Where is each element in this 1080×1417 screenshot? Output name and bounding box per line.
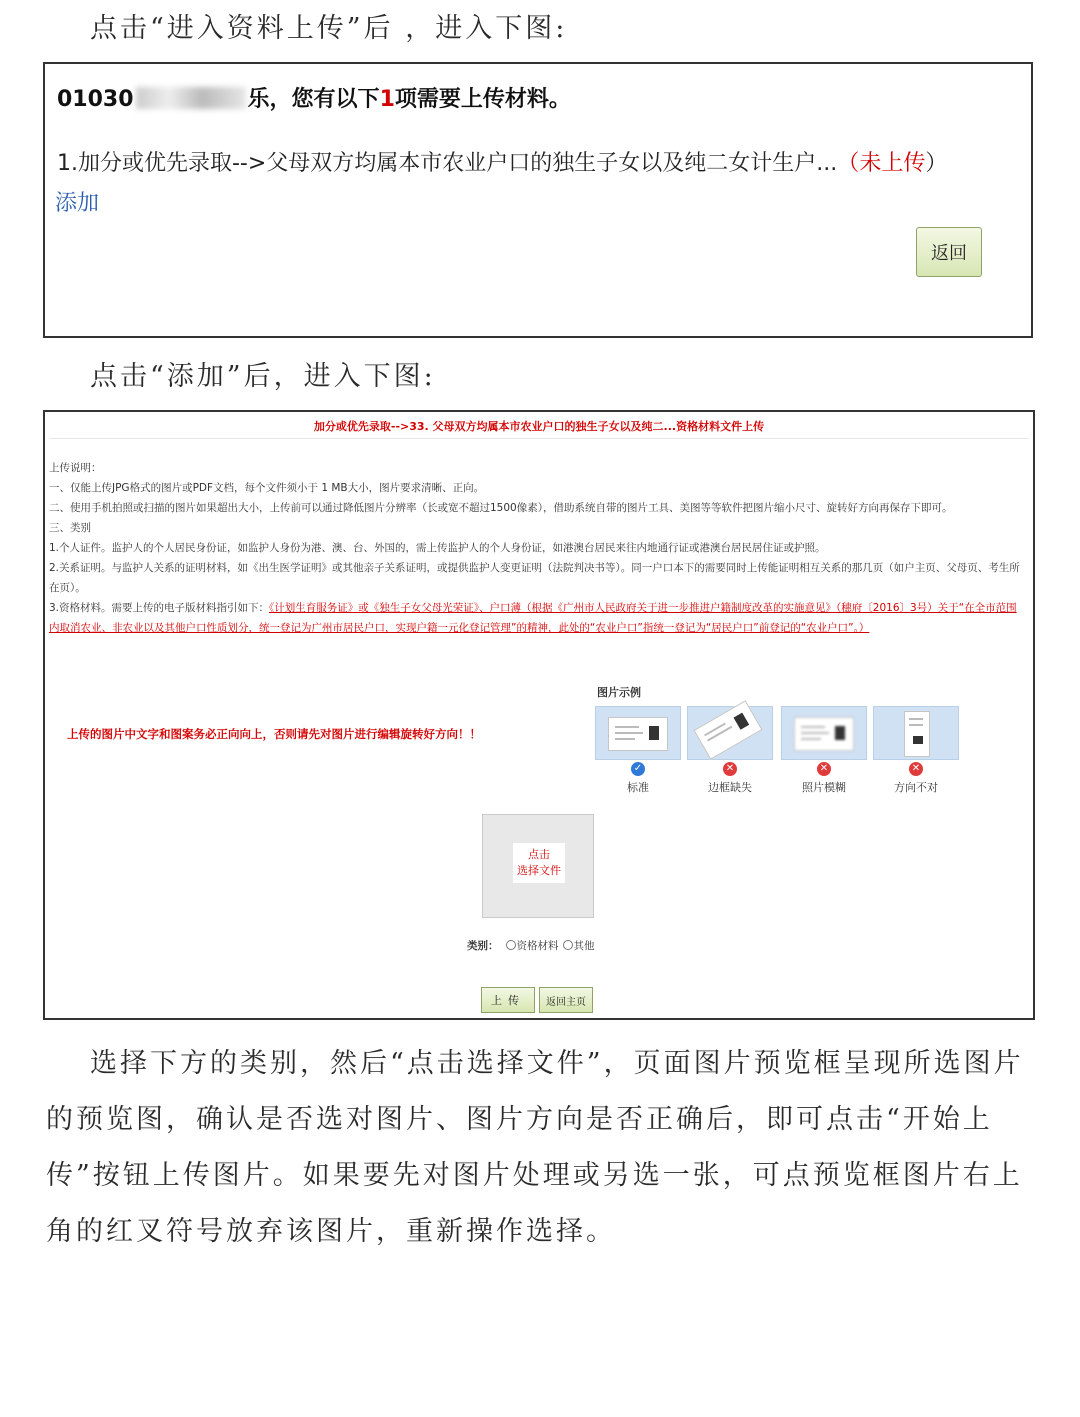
orientation-warning: 上传的图片中文字和图案务必正向向上，否则请先对图片进行编辑旋转好方向！！ [67, 727, 481, 741]
item-count: 1 [379, 87, 395, 112]
intro-instruction-1: 点击“进入资料上传”后 ，进入下图: [90, 13, 568, 44]
example-blurry [781, 706, 867, 795]
screenshot-upload-list [43, 62, 1033, 338]
cross-icon: ✕ [909, 762, 923, 776]
example-title: 图片示例 [597, 686, 641, 699]
status-bracket-open: （ [837, 151, 860, 176]
material-item-label: 1.加分或优先录取-->父母双方均属本市农业户口的独生子女以及纯二女计生户... [57, 151, 838, 176]
instructions-heading: 上传说明： [49, 462, 102, 474]
radio-other[interactable] [563, 940, 573, 950]
example-wrong-orientation [873, 706, 959, 795]
instruction-line-5: 2.关系证明。与监护人关系的证明材料，如《出生医学证明》或其他亲子关系证明，或提供监护人变更证明（法院判决书等）。同一户口本下的需要同时上传能证明相互关系的那几页（如户主页、父母页、考生所在页）。 [49, 562, 1020, 594]
upload-count-heading [57, 82, 571, 113]
radio-other-label[interactable]: 其他 [573, 940, 595, 952]
add-link[interactable]: 添加 [55, 191, 100, 216]
example-thumbnail [873, 706, 959, 760]
example-label: 标准 [627, 781, 649, 794]
file-picker-line-1: 点击 [528, 848, 550, 861]
upload-instructions [49, 458, 1025, 638]
instruction-line-1: 一、仅能上传JPG格式的图片或PDF文档，每个文件须小于 1 MB大小，图片要求清晰、正向。 [49, 482, 485, 494]
status-not-uploaded: 未上传 [859, 151, 926, 176]
example-label: 边框缺失 [708, 781, 752, 794]
form-title: 加分或优先录取-->33. 父母双方均属本市农业户口的独生子女以及纯二...资格材料文件上传 [313, 420, 765, 433]
status-bracket-close: ） [925, 151, 948, 176]
instruction-line-4: 1.个人证件。监护人的个人居民身份证，如监护人身份为港、澳、台、外国的，需上传监护人的个人身份证，如港澳台居民来往内地通行证或港澳台居民居住证或护照。 [49, 542, 826, 554]
materials-guide-link[interactable]: 《计划生育服务证》或《独生子女父母光荣证》、户口薄（根据《广州市人民政府关于进一步推进户籍制度改革的实施意见》（穗府〔2016〕3号）关于“在全市范围内取消农业、非农业以及其他户口性质划分，统一登记为广州市居民户口，实现户籍一元化登记管理”的精神，此处的“农业户口”指统一登记为“居民户口”前登记的“农业户口”。） [49, 602, 1017, 634]
file-picker[interactable] [482, 814, 594, 918]
example-standard [595, 706, 681, 795]
back-button[interactable]: 返回 [916, 227, 982, 277]
cross-icon: ✕ [723, 762, 737, 776]
example-label: 照片模糊 [802, 781, 846, 794]
radio-qualification[interactable] [506, 940, 516, 950]
example-label: 方向不对 [894, 781, 938, 794]
bottom-instructions: 选择下方的类别，然后“点击选择文件”，页面图片预览框呈现所选图片的预览图，确认是否选对图片、图片方向是否正确后，即可点击“开始上传”按钮上传图片。如果要先对图片处理或另选一张，可点预览框图片右上角的红叉符号放弃该图片，重新操作选择。 [46, 1048, 1024, 1247]
example-thumbnail [595, 706, 681, 760]
cross-icon: ✕ [817, 762, 831, 776]
instruction-line-2: 二、使用手机拍照或扫描的图片如果超出大小，上传前可以通过降低图片分辨率（长或宽不超过1500像素），借助系统自带的图片工具、美图等等软件把图片缩小尺寸、旋转好方向再保存下即可。 [49, 502, 953, 514]
redacted-name [136, 87, 246, 109]
category-label: 类别： [467, 940, 499, 952]
file-picker-line-2: 选择文件 [517, 864, 561, 877]
check-icon: ✓ [631, 762, 645, 776]
intro-instruction-2: 点击“添加”后，进入下图: [90, 361, 436, 392]
instruction-line-6-prefix: 3.资格材料。需要上传的电子版材料指引如下： [49, 602, 270, 614]
example-thumbnail [687, 706, 773, 760]
heading-text: 乐，您有以下 [247, 87, 380, 112]
title-divider [49, 438, 1029, 439]
example-thumbnail [781, 706, 867, 760]
instruction-line-6 [49, 598, 1025, 638]
file-picker-label[interactable] [513, 843, 565, 883]
heading-suffix: 项需要上传材料。 [394, 87, 571, 112]
radio-qualification-label[interactable]: 资格材料 [516, 940, 559, 952]
home-button[interactable]: 返回主页 [539, 987, 593, 1013]
screenshot-upload-form [43, 410, 1035, 1020]
category-selector [467, 938, 595, 953]
id-number: 01030 [57, 87, 134, 112]
instruction-line-3: 三、类别 [49, 522, 91, 534]
example-missing-border [687, 706, 773, 795]
upload-button[interactable]: 上传 [481, 987, 535, 1013]
material-item [57, 146, 947, 177]
